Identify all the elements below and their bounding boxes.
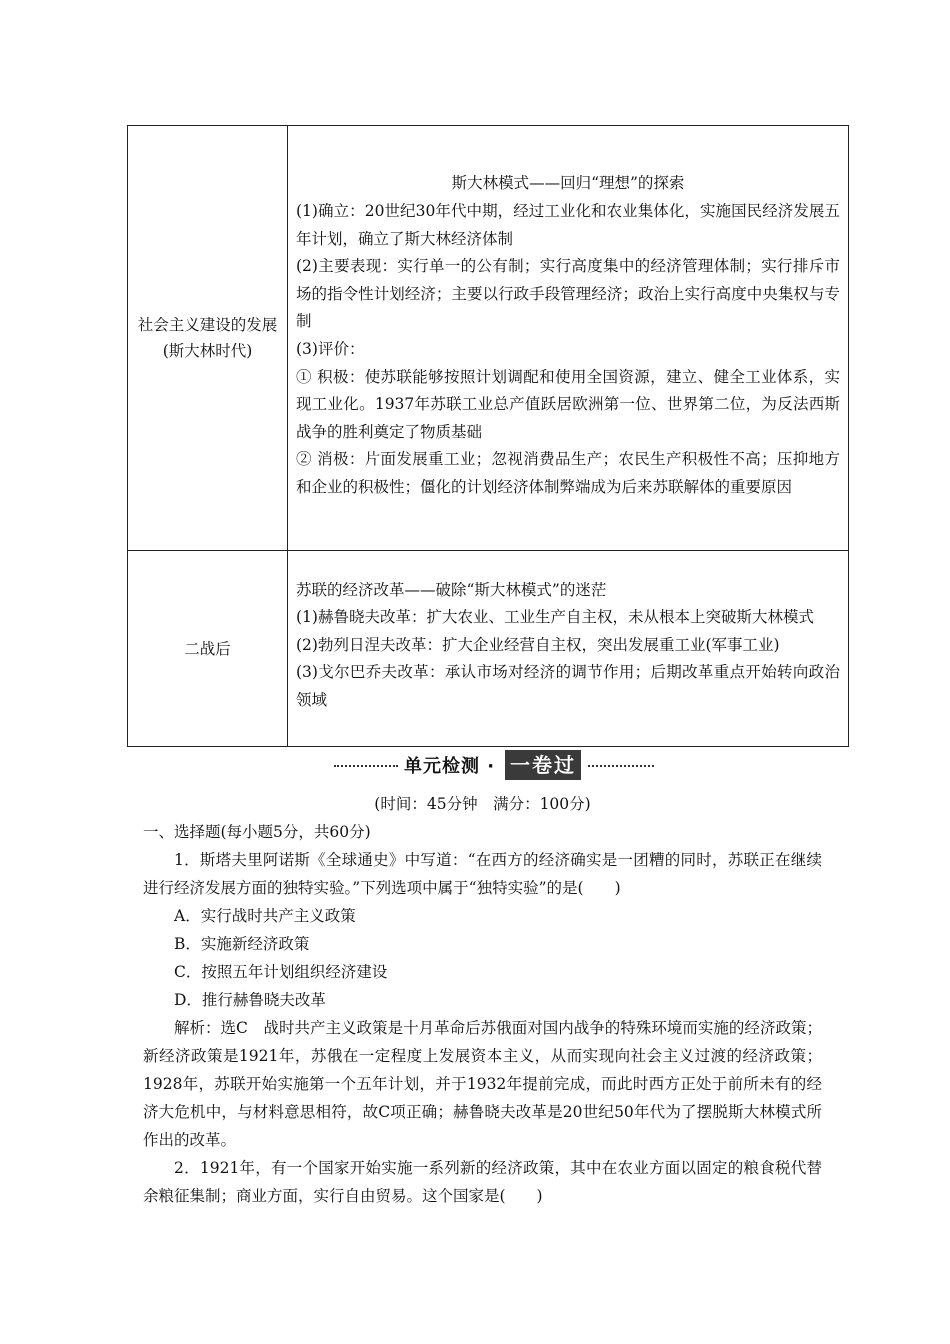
row-label-text: 社会主义建设的发展(斯大林时代) bbox=[137, 316, 278, 360]
row-heading: 斯大林模式——回归“理想”的探索 bbox=[451, 174, 685, 193]
row-line: ② 消极：片面发展重工业；忽视消费品生产；农民生产积极性不高；压抑地方和企业的积极性；僵化的计划经济体制弊端成为后来苏联解体的重要原因 bbox=[296, 450, 840, 496]
banner-badge: 一卷过 bbox=[505, 750, 581, 780]
row-line: (3)评价： bbox=[296, 340, 365, 358]
question-1-option-a: A．实行战时共产主义政策 bbox=[174, 907, 356, 925]
question-1-option-b: B．实施新经济政策 bbox=[174, 935, 310, 953]
dotted-rule-right bbox=[588, 765, 654, 767]
question-2-stem: 2．1921年，有一个国家开始实施一系列新的经济政策，其中在农业方面以固定的粮食税代替余粮征集制；商业方面，实行自由贸易。这个国家是( ) bbox=[143, 1159, 822, 1205]
row-label bbox=[128, 551, 288, 747]
table-row bbox=[128, 551, 849, 747]
summary-table bbox=[127, 125, 849, 747]
time-info: (时间：45分钟 满分：100分) bbox=[374, 795, 591, 813]
dotted-rule-left bbox=[334, 765, 398, 767]
question-1-analysis: 解析：选C 战时共产主义政策是十月革命后苏俄面对国内战争的特殊环境而实施的经济政策；新经济政策是1921年，苏俄在一定程度上发展资本主义，从而实现向社会主义过渡的经济政策；1928年，苏联开始实施第一个五年计划，并于1932年提前完成，而此时西方正处于前所未有的经济大危机中，与材料意思相符，故C项正确；赫鲁晓夫改革是20世纪50年代为了摆脱斯大林模式所作出的改革。 bbox=[143, 1019, 822, 1149]
row-content bbox=[288, 551, 849, 747]
row-line: (1)赫鲁晓夫改革：扩大农业、工业生产自主权，未从根本上突破斯大林模式 bbox=[296, 608, 814, 627]
question-1-option-d: D．推行赫鲁晓夫改革 bbox=[174, 991, 326, 1009]
question-1-option-c: C．按照五年计划组织经济建设 bbox=[174, 963, 388, 981]
row-content bbox=[288, 126, 849, 551]
row-line: (2)主要表现：实行单一的公有制；实行高度集中的经济管理体制；实行排斥市场的指令性计划经济；主要以行政手段管理经济；政治上实行高度中央集权与专制 bbox=[296, 257, 840, 331]
row-label-text: 二战后 bbox=[184, 639, 231, 658]
row-line: (3)戈尔巴乔夫改革：承认市场对经济的调节作用；后期改革重点开始转向政治领域 bbox=[296, 663, 840, 709]
table-row bbox=[128, 126, 849, 551]
unit-test-banner bbox=[0, 748, 950, 784]
test-content bbox=[143, 790, 822, 1210]
banner-title: 单元检测 · bbox=[404, 756, 496, 777]
row-heading: 苏联的经济改革——破除“斯大林模式”的迷茫 bbox=[296, 580, 607, 599]
row-line: (1)确立：20世纪30年代中期，经过工业化和农业集体化，实施国民经济发展五年计划，确立了斯大林经济体制 bbox=[296, 202, 840, 248]
row-label bbox=[128, 126, 288, 551]
row-line: ① 积极：使苏联能够按照计划调配和使用全国资源，建立、健全工业体系，实现工业化。1937年苏联工业总产值跃居欧洲第一位、世界第二位，为反法西斯战争的胜利奠定了物质基础 bbox=[296, 367, 840, 441]
question-1-stem: 1．斯塔夫里阿诺斯《全球通史》中写道：“在西方的经济确实是一团糟的同时，苏联正在继续进行经济发展方面的独特实验。”下列选项中属于“独特实验”的是( ) bbox=[143, 851, 822, 897]
row-line: (2)勃列日涅夫改革：扩大企业经营自主权，突出发展重工业(军事工业) bbox=[296, 635, 780, 654]
section-title: 一、选择题(每小题5分，共60分) bbox=[143, 823, 371, 841]
